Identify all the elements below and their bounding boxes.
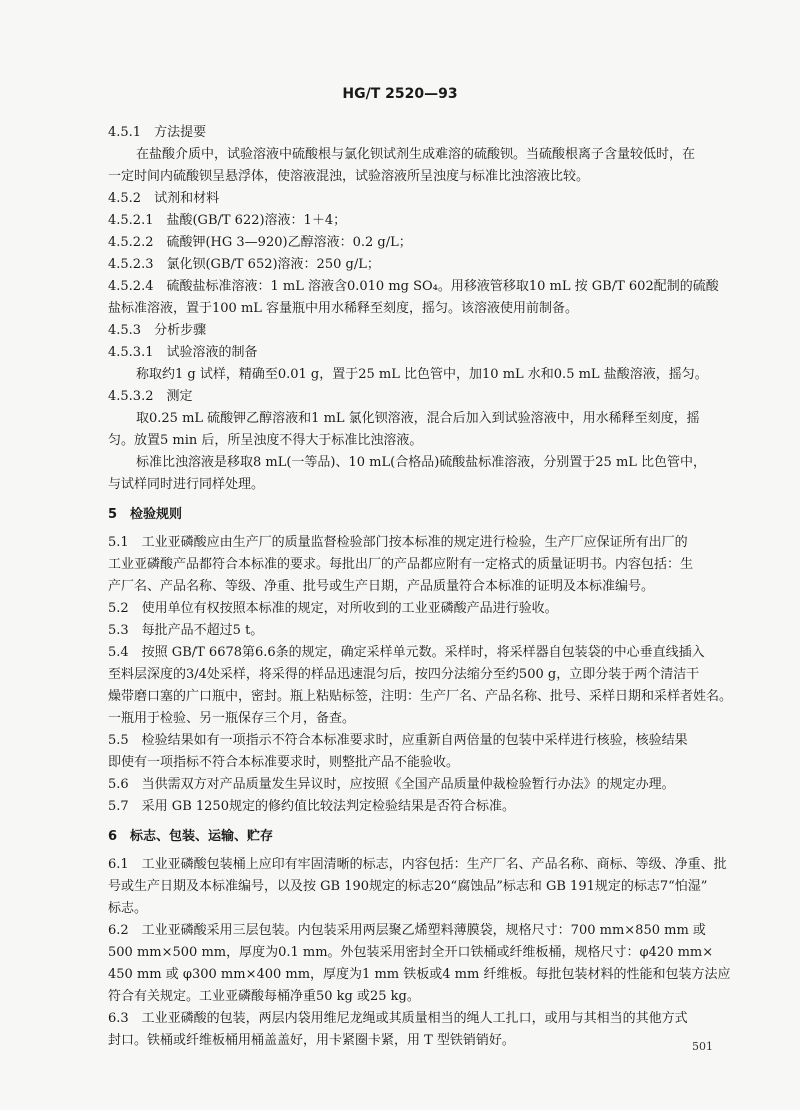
text-line: 4.5.2.4 硫酸盐标准溶液：1 mL 溶液含0.010 mg SO₄。用移液管移取10 mL 按 GB/T 602配制的硫酸 <box>108 279 719 294</box>
text-line: 即使有一项指标不符合本标准要求时，则整批产品不能验收。 <box>108 755 460 770</box>
text-line: 5.4 按照 GB/T 6678第6.6条的规定，确定采样单元数。采样时，将采样器自包装袋的中心垂直线插入 <box>108 645 705 660</box>
text-line: 4.5.2.3 氯化钡(GB/T 652)溶液：250 g/L； <box>108 257 380 272</box>
text-line: 4.5.2.2 硫酸钾(HG 3—920)乙醇溶液：0.2 g/L； <box>108 235 412 250</box>
text-line: 450 mm 或 φ300 mm×400 mm，厚度为1 mm 铁板或4 mm 纤维板。每批包装材料的性能和包装方法应 <box>108 967 731 982</box>
text-line: 匀。放置5 min 后，所呈浊度不得大于标准比浊溶液。 <box>108 433 423 448</box>
text-line: 取0.25 mL 硫酸钾乙醇溶液和1 mL 氯化钡溶液，混合后加入到试验溶液中，用水稀释至刻度，摇 <box>136 411 700 426</box>
text-line: 称取约1 g 试样，精确至0.01 g，置于25 mL 比色管中，加10 mL 水和0.5 mL 盐酸溶液，摇匀。 <box>136 367 708 382</box>
text-line: 燥带磨口塞的广口瓶中，密封。瓶上粘贴标签，注明：生产厂名、产品名称、批号、采样日期和采样者姓名。 <box>108 689 733 704</box>
clause-heading: 4.5.3 分析步骤 <box>108 323 207 338</box>
text-line: 5.2 使用单位有权按照本标准的规定，对所收到的工业亚磷酸产品进行验收。 <box>108 601 558 616</box>
text-line: 标志。 <box>108 901 148 916</box>
clause-heading: 4.5.2 试剂和材料 <box>108 191 220 206</box>
text-line: 产厂名、产品名称、等级、净重、批号或生产日期，产品质量符合本标准的证明及本标准编号。 <box>108 579 655 594</box>
text-line: 与试样同时进行同样处理。 <box>108 477 265 492</box>
text-line: 工业亚磷酸产品都符合本标准的要求。每批出厂的产品都应附有一定格式的质量证明书。内容包括：生 <box>108 557 694 572</box>
text-line: 5.6 当供需双方对产品质量发生异议时，应按照《全国产品质量仲裁检验暂行办法》的规定办理。 <box>108 777 675 792</box>
text-line: 封口。铁桶或纤维板桶用桶盖盖好，用卡紧圈卡紧，用 T 型铁销销好。 <box>108 1033 515 1048</box>
document-header: HG/T 2520—93 <box>342 86 458 102</box>
text-line: 4.5.2.1 盐酸(GB/T 622)溶液：1＋4； <box>108 213 347 228</box>
clause-heading: 4.5.1 方法提要 <box>108 125 207 140</box>
text-line: 标准比浊溶液是移取8 mL(一等品)、10 mL(合格品)硫酸盐标准溶液，分别置于25 mL 比色管中， <box>136 455 707 470</box>
text-line: 一瓶用于检验、另一瓶保存三个月，备查。 <box>108 711 356 726</box>
text-line: 5.1 工业亚磷酸应由生产厂的质量监督检验部门按本标准的规定进行检验，生产厂应保证所有出厂的 <box>108 535 688 550</box>
section-heading: 6 标志、包装、运输、贮存 <box>108 829 274 844</box>
text-line: 5.5 检验结果如有一项指示不符合本标准要求时，应重新自两倍量的包装中采样进行核验，核验结果 <box>108 733 688 748</box>
clause-heading: 4.5.3.2 测定 <box>108 389 193 404</box>
text-line: 盐标准溶液，置于100 mL 容量瓶中用水稀释至刻度，摇匀。该溶液使用前制备。 <box>108 301 579 316</box>
text-line: 一定时间内硫酸钡呈悬浮体，使溶液混浊，试验溶液所呈浊度与标准比浊溶液比较。 <box>108 169 590 184</box>
document-body <box>108 122 744 1052</box>
clause-heading: 4.5.3.1 试验溶液的制备 <box>108 345 258 360</box>
text-line: 在盐酸介质中，试验溶液中硫酸根与氯化钡试剂生成难溶的硫酸钡。当硫酸根离子含量较低时，在 <box>136 147 696 162</box>
text-line: 号或生产日期及本标准编号，以及按 GB 190规定的标志20“腐蚀品”标志和 GB 191规定的标志7“怕湿” <box>108 879 708 894</box>
text-line: 500 mm×500 mm，厚度为0.1 mm。外包装采用密封全开口铁桶或纤维板桶，规格尺寸：φ420 mm× <box>108 945 714 960</box>
text-line: 至料层深度的3/4处采样，将采得的样品迅速混匀后，按四分法缩分至约500 g，立即分装于两个清洁干 <box>108 667 700 682</box>
text-line: 6.2 工业亚磷酸采用三层包装。内包装采用两层聚乙烯塑料薄膜袋，规格尺寸：700 mm×850 mm 或 <box>108 923 706 938</box>
page-number: 501 <box>692 1040 713 1053</box>
text-line: 符合有关规定。工业亚磷酸每桶净重50 kg 或25 kg。 <box>108 989 420 1004</box>
text-line: 5.3 每批产品不超过5 t。 <box>108 623 264 638</box>
section-heading: 5 检验规则 <box>108 507 183 522</box>
text-line: 6.3 工业亚磷酸的包装，两层内袋用维尼龙绳或其质量相当的绳人工扎口，或用与其相当的其他方式 <box>108 1011 688 1026</box>
text-line: 6.1 工业亚磷酸包装桶上应印有牢固清晰的标志，内容包括：生产厂名、产品名称、商标、等级、净重、批 <box>108 857 727 872</box>
text-line: 5.7 采用 GB 1250规定的修约值比较法判定检验结果是否符合标准。 <box>108 799 515 814</box>
